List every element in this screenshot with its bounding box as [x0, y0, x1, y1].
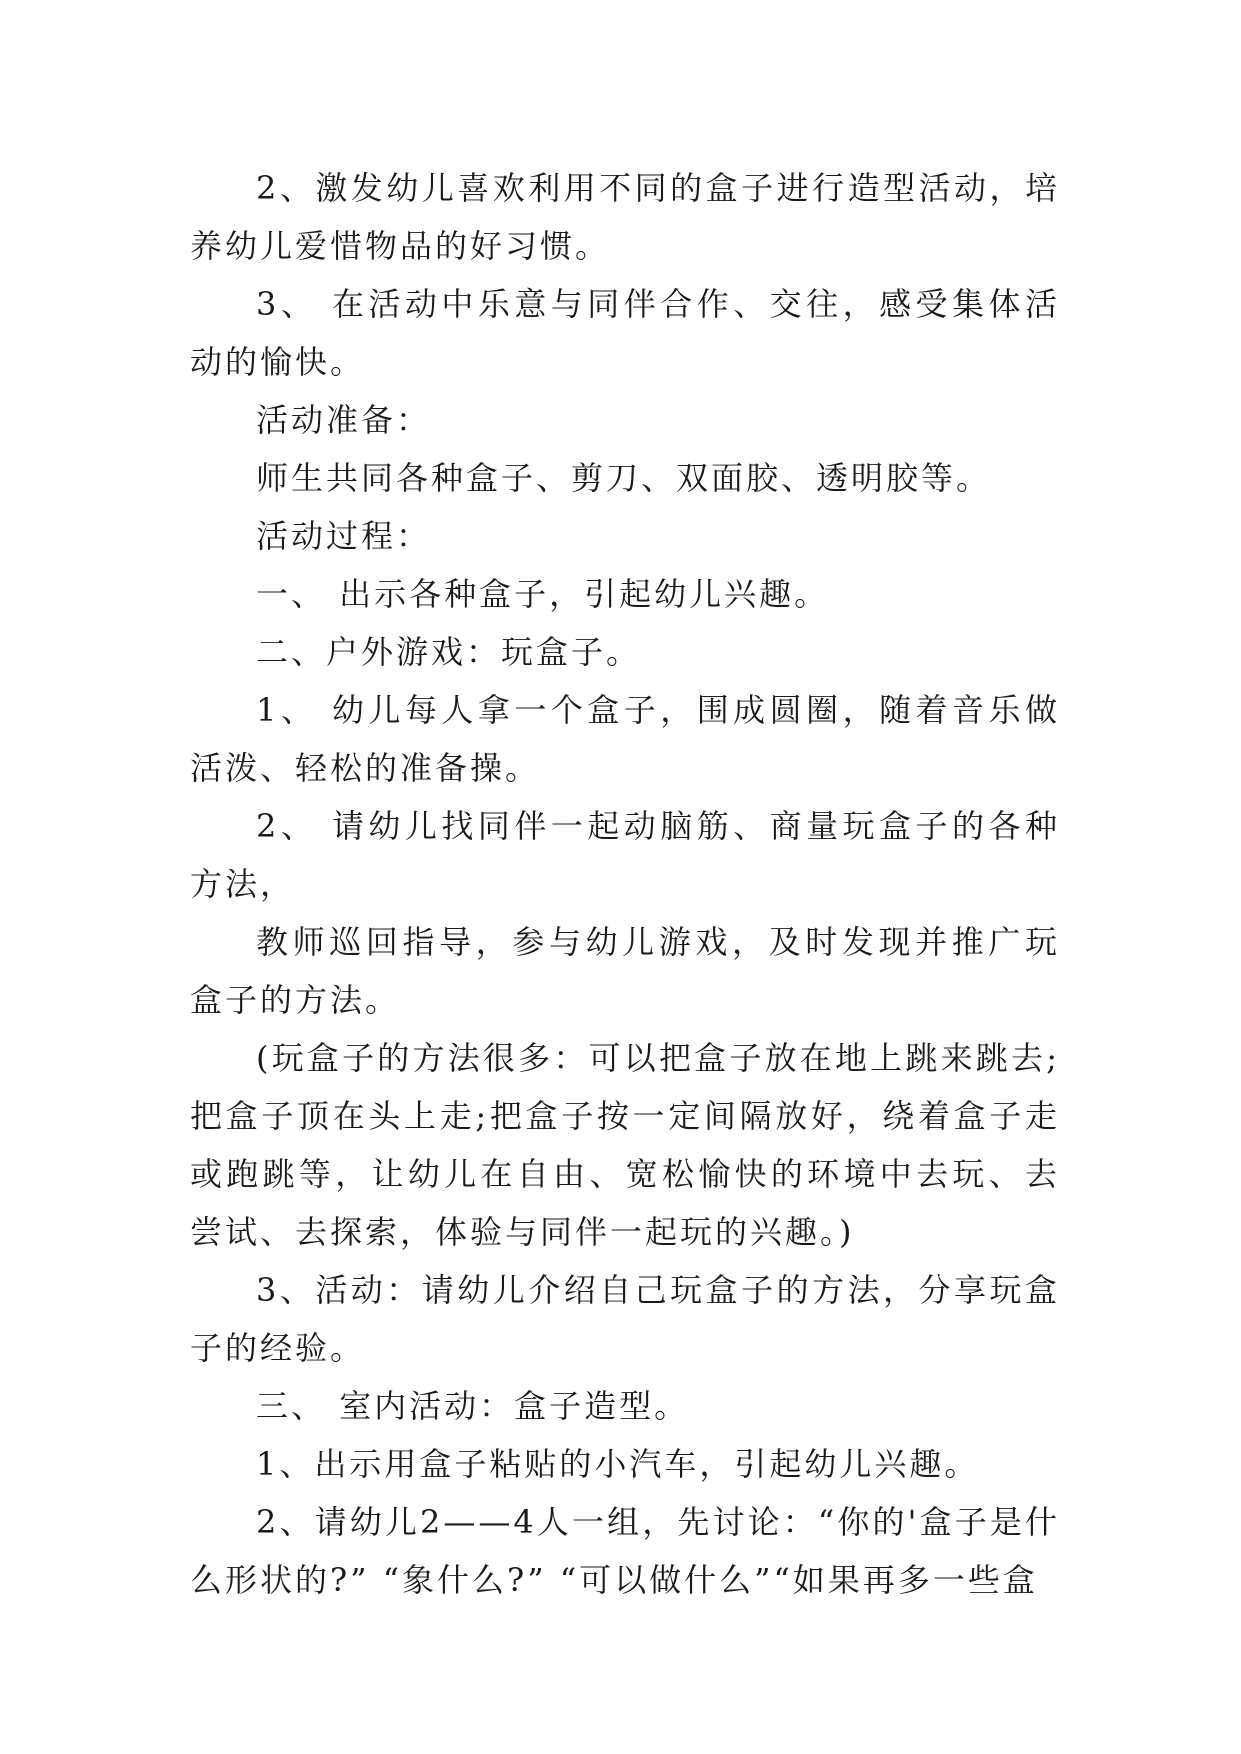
- document-body: [190, 159, 1060, 1609]
- heading-activity-preparation: 活动准备：: [256, 401, 432, 439]
- paragraph-step-one: 一、 出示各种盒子，引起幼儿兴趣。: [256, 575, 830, 613]
- paragraph-step-three-2: 2、请幼儿2——4人一组，先讨论：“你的'盒子是什么形状的?” “象什么?” “可以做什么”“如果再多一些盒: [190, 1503, 1060, 1599]
- paragraph-teacher-guidance: 教师巡回指导，参与幼儿游戏，及时发现并推广玩盒子的方法。: [190, 923, 1060, 1019]
- paragraph-step-three-1: 1、出示用盒子粘贴的小汽车，引起幼儿兴趣。: [256, 1445, 980, 1483]
- paragraph-step-two: 二、户外游戏：玩盒子。: [256, 633, 642, 671]
- paragraph-step-three: 三、 室内活动：盒子造型。: [256, 1387, 690, 1425]
- heading-activity-process: 活动过程：: [256, 517, 432, 555]
- paragraph-step-two-1: 1、 幼儿每人拿一个盒子，围成圆圈，随着音乐做活泼、轻松的准备操。: [190, 691, 1060, 787]
- paragraph-goal-2: 2、激发幼儿喜欢利用不同的盒子进行造型活动，培养幼儿爱惜物品的好习惯。: [190, 169, 1060, 265]
- paragraph-step-two-2: 2、 请幼儿找同伴一起动脑筋、商量玩盒子的各种方法，: [190, 807, 1060, 903]
- paragraph-step-two-3: 3、活动：请幼儿介绍自己玩盒子的方法，分享玩盒子的经验。: [190, 1271, 1060, 1367]
- paragraph-play-methods: (玩盒子的方法很多：可以把盒子放在地上跳来跳去;把盒子顶在头上走;把盒子按一定间隔放好，绕着盒子走或跑跳等，让幼儿在自由、宽松愉快的环境中去玩、去尝试、去探索，体验与同伴一起玩的兴趣。): [190, 1039, 1060, 1251]
- paragraph-materials: 师生共同各种盒子、剪刀、双面胶、透明胶等。: [256, 459, 992, 497]
- paragraph-goal-3: 3、 在活动中乐意与同伴合作、交往，感受集体活动的愉快。: [190, 285, 1060, 381]
